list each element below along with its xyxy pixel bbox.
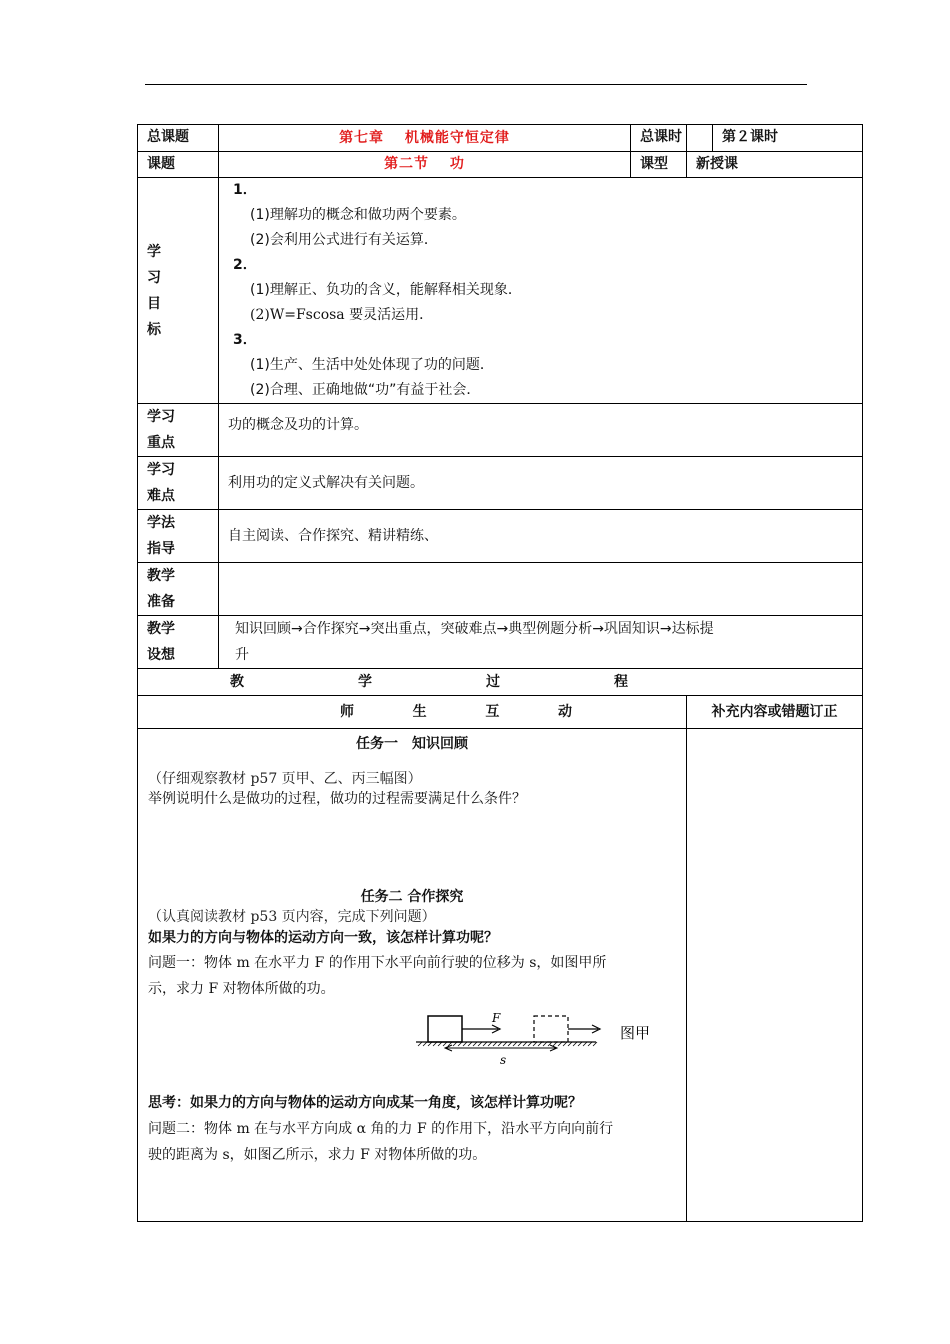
total-hours-label: 总课时 xyxy=(631,125,687,152)
row-goals xyxy=(138,178,863,404)
think-question: 思考：如果力的方向与物体的运动方向成某一角度，该怎样计算功呢？ xyxy=(148,1095,582,1111)
task2-heading: 如果力的方向与物体的运动方向一致，该怎样计算功呢？ xyxy=(148,930,498,946)
block-start xyxy=(428,1016,462,1042)
supplement-heading: 补充内容或错题订正 xyxy=(687,696,863,729)
goal-item: (2)会利用公式进行有关运算． xyxy=(250,232,438,248)
design-label: 教学 设想 xyxy=(138,616,219,669)
goal-item: (1)理解功的概念和做功两个要素。 xyxy=(250,207,466,223)
task2-title: 任务二 合作探究 xyxy=(360,889,464,905)
row-process xyxy=(138,669,863,696)
goal-number: 3． xyxy=(233,332,257,348)
type-value: 新授课 xyxy=(687,152,863,178)
task1-note: （仔细观察教材 p57 页甲、乙、丙三幅图） xyxy=(148,771,422,787)
question-two-line2: 驶的距离为 s，如图乙所示，求力 F 对物体所做的功。 xyxy=(148,1147,487,1163)
goal-item: (1)理解正、负功的含义，能解释相关现象． xyxy=(250,282,522,298)
row-interaction xyxy=(138,696,863,729)
goal-item: (1)生产、生活中处处体现了功的问题． xyxy=(250,357,494,373)
topic-title: 第二节 功 xyxy=(219,152,631,178)
row-total-topic xyxy=(138,125,863,152)
force-label: F xyxy=(492,1011,501,1025)
process-heading: 教 学 过 程 xyxy=(138,669,863,696)
goal-item: (2)合理、正确地做“功”有益于社会． xyxy=(250,382,481,398)
row-key-points xyxy=(138,404,863,457)
difficulties-text: 利用功的定义式解决有关问题。 xyxy=(219,457,863,510)
row-prep xyxy=(138,563,863,616)
row-tasks xyxy=(138,729,863,1222)
question-two-line1: 问题二：物体 m 在与水平方向成 α 角的力 F 的作用下，沿水平方向向前行 xyxy=(148,1121,614,1137)
header-rule xyxy=(145,84,807,85)
goals-content xyxy=(219,178,863,404)
task1-question: 举例说明什么是做功的过程，做功的过程需要满足什么条件？ xyxy=(148,791,526,807)
goals-label: 学 习 目 标 xyxy=(138,178,219,404)
row-method xyxy=(138,510,863,563)
question-one-line2: 示，求力 F 对物体所做的功。 xyxy=(148,981,335,997)
difficulties-label: 学习 难点 xyxy=(138,457,219,510)
goal-number: 2． xyxy=(233,257,257,273)
figure-caption: 图甲 xyxy=(620,1024,651,1042)
task1-title: 任务一 知识回顾 xyxy=(356,736,468,752)
method-text: 自主阅读、合作探究、精讲精练、 xyxy=(219,510,863,563)
goal-number: 1． xyxy=(233,182,257,198)
topic-label: 课题 xyxy=(138,152,219,178)
type-label: 课型 xyxy=(631,152,687,178)
prep-text xyxy=(219,563,863,616)
displacement-label: s xyxy=(500,1053,507,1067)
period-label: 第２课时 xyxy=(713,125,863,152)
block-end xyxy=(534,1016,568,1042)
key-points-text: 功的概念及功的计算。 xyxy=(219,404,863,457)
task2-note: （认真阅读教材 p53 页内容，完成下列问题） xyxy=(148,909,436,925)
key-points-label: 学习 重点 xyxy=(138,404,219,457)
tasks-content xyxy=(138,729,687,1222)
row-topic xyxy=(138,152,863,178)
row-design xyxy=(138,616,863,669)
interaction-heading: 师 生 互 动 xyxy=(138,696,687,729)
figure-jia xyxy=(148,1002,676,1076)
total-topic-title: 第七章 机械能守恒定律 xyxy=(219,125,631,152)
lesson-plan-table xyxy=(137,124,863,1222)
method-label: 学法 指导 xyxy=(138,510,219,563)
row-difficulties xyxy=(138,457,863,510)
total-hours-value xyxy=(687,125,713,152)
goal-item: (2)W=Fscosa 要灵活运用． xyxy=(250,307,434,323)
total-topic-label: 总课题 xyxy=(138,125,219,152)
supplement-area[interactable] xyxy=(687,729,863,1222)
prep-label: 教学 准备 xyxy=(138,563,219,616)
design-text: 知识回顾→合作探究→突出重点，突破难点→典型例题分析→巩固知识→达标提 升 xyxy=(219,616,863,669)
question-one-line1: 问题一：物体 m 在水平力 F 的作用下水平向前行驶的位移为 s，如图甲所 xyxy=(148,955,607,971)
figure-jia-diagram xyxy=(416,1002,676,1076)
